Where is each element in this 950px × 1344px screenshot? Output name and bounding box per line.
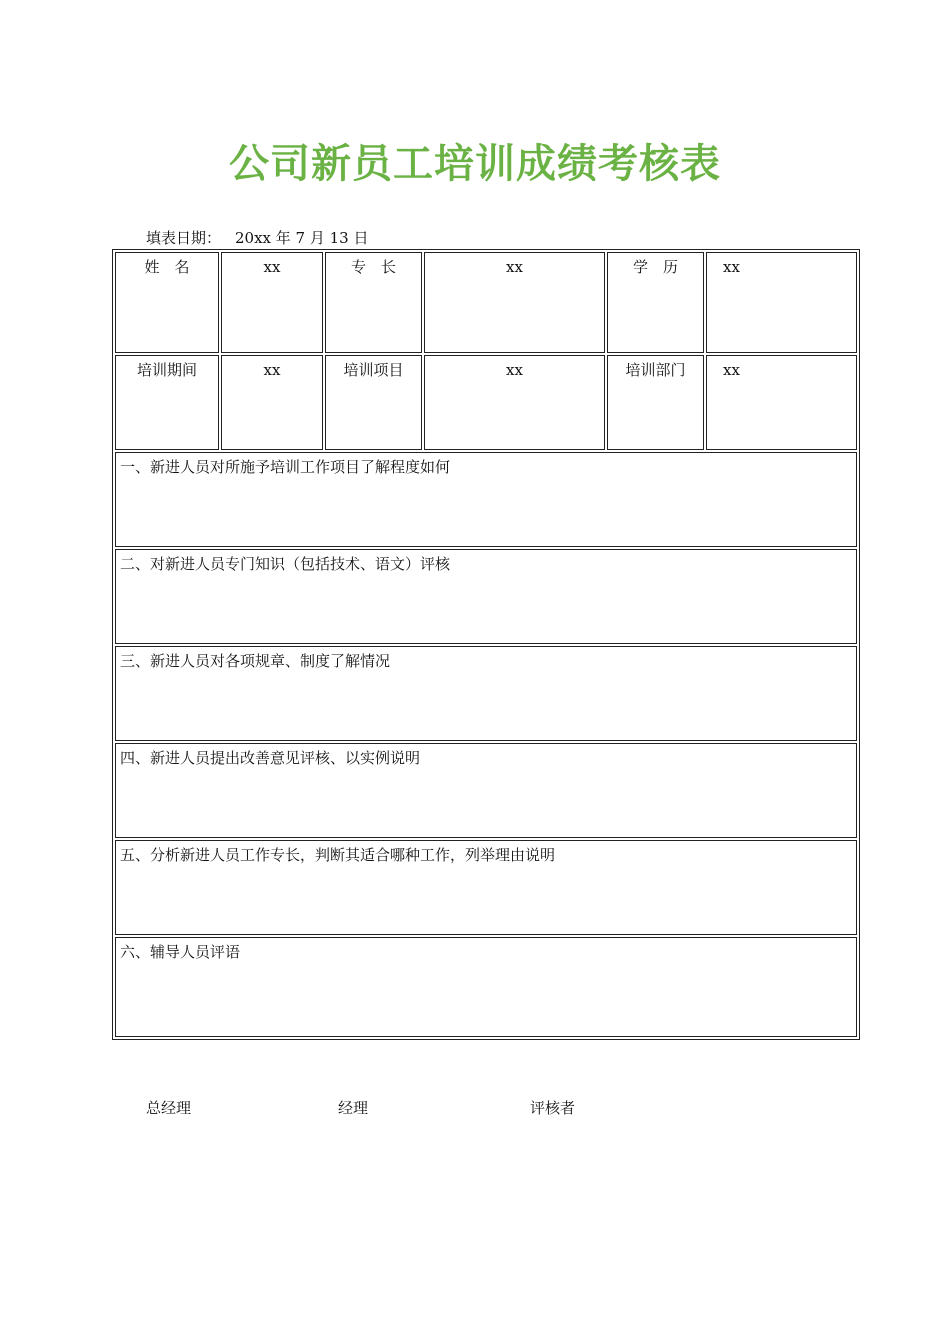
training-project-value[interactable]: xx xyxy=(424,355,605,450)
signature-reviewer: 评核者 xyxy=(530,1099,576,1117)
education-label: 学 历 xyxy=(607,252,704,353)
fill-date-label: 填表日期： xyxy=(146,229,222,247)
signature-general-manager: 总经理 xyxy=(146,1099,192,1117)
training-project-label: 培训项目 xyxy=(325,355,422,450)
specialty-value[interactable]: xx xyxy=(424,252,605,353)
fill-date-value[interactable]: 20xx 年 7 月 13 日 xyxy=(235,229,369,247)
section-2[interactable]: 二、对新进人员专门知识（包括技术、语文）评核 xyxy=(115,549,857,644)
name-value[interactable]: xx xyxy=(221,252,323,353)
name-label: 姓 名 xyxy=(115,252,219,353)
fill-date xyxy=(146,228,369,248)
section-1[interactable]: 一、新进人员对所施予培训工作项目了解程度如何 xyxy=(115,452,857,547)
section-3[interactable]: 三、新进人员对各项规章、制度了解情况 xyxy=(115,646,857,741)
section-6[interactable]: 六、辅导人员评语 xyxy=(115,937,857,1037)
education-value[interactable]: xx xyxy=(706,252,857,353)
section-5[interactable]: 五、分析新进人员工作专长，判断其适合哪种工作，列举理由说明 xyxy=(115,840,857,935)
training-period-label: 培训期间 xyxy=(115,355,219,450)
signature-manager: 经理 xyxy=(338,1099,369,1117)
training-department-value[interactable]: xx xyxy=(706,355,857,450)
page-title: 公司新员工培训成绩考核表 xyxy=(229,141,721,187)
specialty-label: 专 长 xyxy=(325,252,422,353)
assessment-table xyxy=(112,249,860,1040)
training-department-label: 培训部门 xyxy=(607,355,704,450)
training-period-value[interactable]: xx xyxy=(221,355,323,450)
section-4[interactable]: 四、新进人员提出改善意见评核、以实例说明 xyxy=(115,743,857,838)
